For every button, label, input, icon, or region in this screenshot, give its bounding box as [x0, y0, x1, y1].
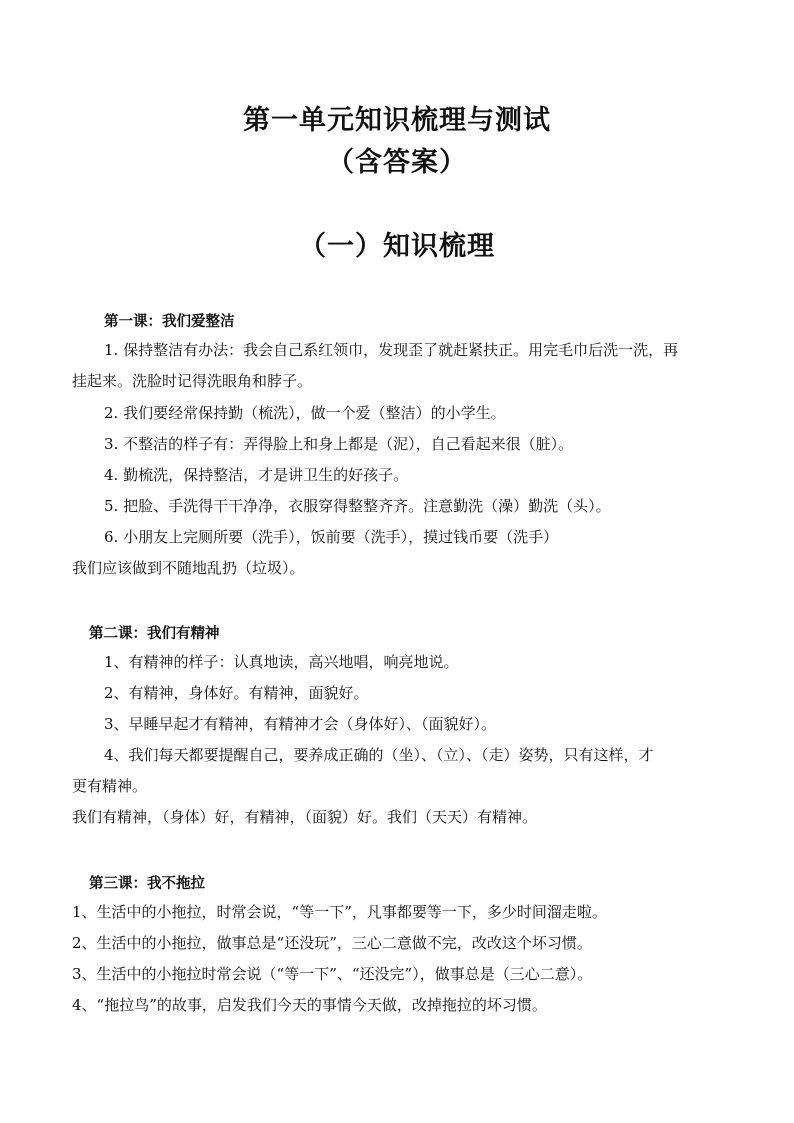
lesson3-line: 4、“拖拉鸟”的故事，启发我们今天的事情今天做，改掉拖拉的坏习惯。: [72, 996, 547, 1014]
lesson2-line: 3、早睡早起才有精神，有精神才会（身体好）、（面貌好）。: [104, 715, 497, 733]
document-title: 第一单元知识梳理与测试: [243, 105, 551, 136]
lesson2-line: 2、有精神，身体好。有精神，面貌好。: [104, 684, 369, 702]
lesson1-line: 我们应该做到不随地乱扔（垃圾）。: [72, 559, 305, 577]
lesson1-heading: 第一课：我们爱整洁: [104, 314, 235, 330]
lesson1-line: 1. 保持整洁有办法：我会自己系红领巾，发现歪了就赶紧扶正。用完毛巾后洗一洗，再: [104, 341, 679, 359]
lesson2-line: 更有精神。: [72, 777, 148, 795]
lesson2-line: 4、我们每天都要提醒自己，要养成正确的（坐）、（立）、（走）姿势，只有这样，才: [104, 746, 654, 764]
lesson3-line: 1、生活中的小拖拉，时常会说，“等一下”，凡事都要等一下，多少时间溜走啦。: [72, 903, 607, 921]
document-subtitle: （含答案）: [327, 147, 467, 178]
lesson2-line: 我们有精神，（身体）好，有精神，（面貌）好。我们（天天）有精神。: [72, 808, 538, 826]
lesson1-line: 2. 我们要经常保持勤（梳洗），做一个爱（整洁）的小学生。: [104, 404, 506, 422]
lesson3-line: 2、生活中的小拖拉，做事总是“还没玩”，三心二意做不完，改改这个坏习惯。: [72, 934, 592, 952]
lesson2-line: 1、有精神的样子：认真地读，高兴地唱，响亮地说。: [104, 653, 459, 671]
lesson1-line: 挂起来。洗脸时记得洗眼角和脖子。: [72, 372, 313, 390]
lesson3-heading: 第三课：我不拖拉: [89, 876, 205, 892]
lesson1-line: 6. 小朋友上完厕所要（洗手），饭前要（洗手），摸过钱币要（洗手）: [104, 528, 559, 546]
lesson2-heading: 第二课：我们有精神: [89, 626, 220, 642]
section-title: （一）知识梳理: [299, 231, 495, 262]
lesson3-line: 3、生活中的小拖拉时常会说（“等一下”、“还没完”），做事总是（三心二意）。: [72, 965, 593, 983]
lesson1-line: 4. 勤梳洗，保持整洁，才是讲卫生的好孩子。: [104, 466, 409, 484]
lesson1-line: 5. 把脸、手洗得干干净净，衣服穿得整整齐齐。注意勤洗（澡）勤洗（头）。: [104, 497, 611, 515]
lesson1-line: 3. 不整洁的样子有：弄得脸上和身上都是（泥），自己看起来很（脏）。: [104, 435, 574, 453]
